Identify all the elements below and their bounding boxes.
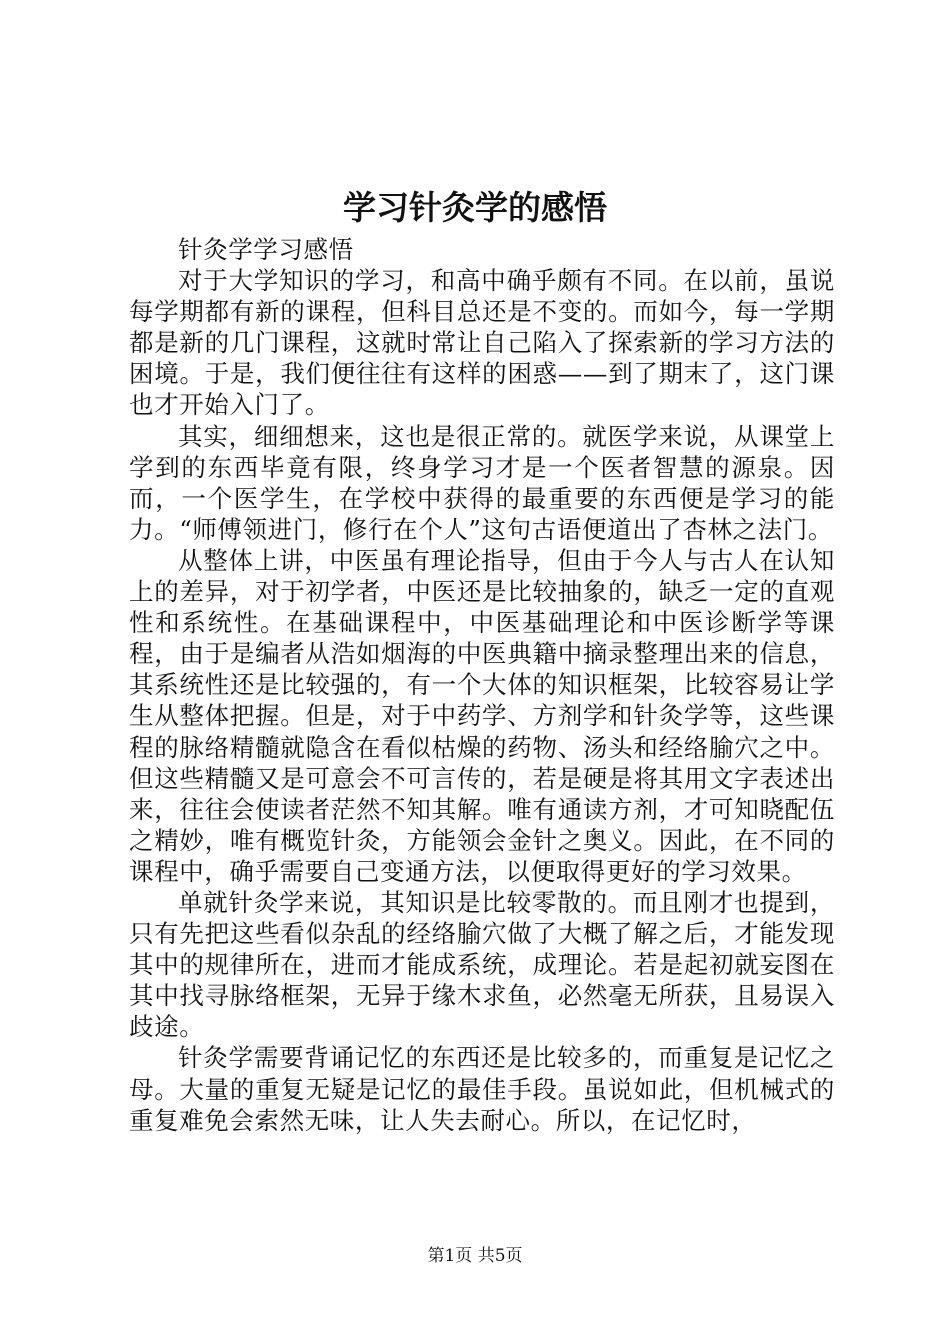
document-body (129, 234, 835, 1136)
paragraph: 从整体上讲，中医虽有理论指导，但由于今人与古人在认知上的差异，对于初学者，中医还是比较抽象的，缺乏一定的直观性和系统性。在基础课程中，中医基础理论和中医诊断学等课程，由于是编者从浩如烟海的中医典籍中摘录整理出来的信息，其系统性还是比较强的，有一个大体的知识框架，比较容易让学生从整体把握。但是，对于中药学、方剂学和针灸学等，这些课程的脉络精髓就隐含在看似枯燥的药物、汤头和经络腧穴之中。但这些精髓又是可意会不可言传的，若是硬是将其用文字表述出来，往往会使读者茫然不知其解。唯有通读方剂，才可知晓配伍之精妙，唯有概览针灸，方能领会金针之奥义。因此，在不同的课程中，确乎需要自己变通方法，以便取得更好的学习效果。 (129, 545, 835, 886)
paragraph: 针灸学需要背诵记忆的东西还是比较多的，而重复是记忆之母。大量的重复无疑是记忆的最佳手段。虽说如此，但机械式的重复难免会索然无味，让人失去耐心。所以，在记忆时， (129, 1043, 835, 1135)
page-number-footer: 第1页 共5页 (427, 1246, 523, 1266)
paragraph: 单就针灸学来说，其知识是比较零散的。而且刚才也提到，只有先把这些看似杂乱的经络腧穴做了大概了解之后，才能发现其中的规律所在，进而才能成系统，成理论。若是起初就妄图在其中找寻脉络框架，无异于缘木求鱼，必然毫无所获，且易误入歧途。 (129, 887, 835, 1042)
paragraph: 其实，细细想来，这也是很正常的。就医学来说，从课堂上学到的东西毕竟有限，终身学习才是一个医者智慧的源泉。因而，一个医学生，在学校中获得的最重要的东西便是学习的能力。“师傅领进门，修行在个人”这句古语便道出了杏林之法门。 (129, 421, 835, 544)
paragraph-subtitle: 针灸学学习感悟 (178, 235, 354, 264)
document-title: 学习针灸学的感悟 (343, 188, 607, 227)
paragraph: 对于大学知识的学习，和高中确乎颇有不同。在以前，虽说每学期都有新的课程，但科目总还是不变的。而如今，每一学期都是新的几门课程，这就时常让自己陷入了探索新的学习方法的困境。于是，我们便往往有这样的困惑——到了期末了，这门课也才开始入门了。 (129, 266, 835, 420)
